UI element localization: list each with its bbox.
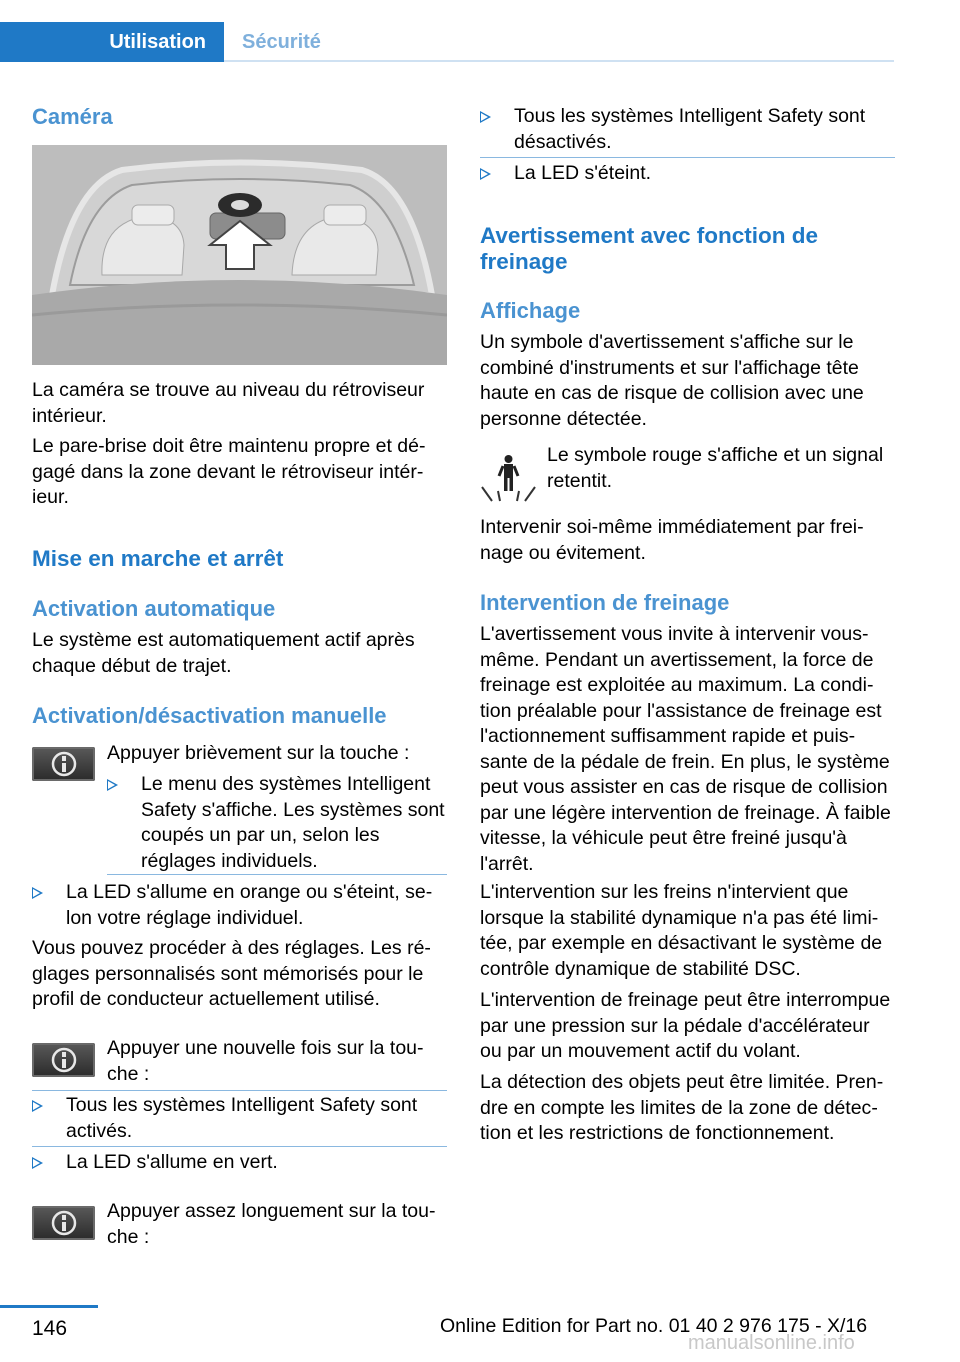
list-item: [480, 161, 895, 187]
list-item-text: La LED s'allume en orange ou s'éteint, selon votre réglage individuel.: [66, 881, 433, 929]
divider: [107, 874, 447, 875]
camera-photo: [32, 145, 447, 365]
list-item: [32, 1093, 447, 1144]
pedestrian-warning-icon: [480, 447, 537, 504]
divider: [32, 1146, 447, 1147]
safety-button-icon: [48, 750, 80, 778]
affichage-paragraph: Un symbole d'avertissement s'affiche sur le combiné d'instruments et sur l'affichage tête haute en cas de risque de collision avec une personne détectée.: [480, 331, 864, 430]
intervene-paragraph: Intervenir soi-même immédiatement par freinage ou évitement.: [480, 516, 864, 564]
triangle-bullet-icon: [107, 779, 118, 791]
tab-utilisation[interactable]: [0, 22, 224, 62]
triangle-bullet-icon: [32, 887, 43, 899]
brake-paragraph-3: L'intervention de freinage peut être interrompue par une pression sur la pédale d'accélérateur ou par un mouvement actif du volant.: [480, 989, 891, 1062]
list-item-text: Tous les systèmes Intelligent Safety sont activés.: [66, 1094, 418, 1142]
footer-accent-line: [0, 1305, 98, 1308]
divider: [32, 1090, 447, 1091]
camera-paragraph-1: La caméra se trouve au niveau du rétroviseur intérieur.: [32, 379, 425, 427]
symbol-paragraph: Le symbole rouge s'affiche et un signal retentit.: [547, 444, 884, 492]
divider: [480, 157, 895, 158]
mise-en-marche-heading: Mise en marche et arrêt: [32, 546, 284, 571]
activation-auto-paragraph: Le système est automatiquement actif après chaque début de trajet.: [32, 629, 415, 677]
activation-auto-heading: Activation automatique: [32, 596, 276, 621]
header-divider: [224, 60, 894, 62]
list-item-text: Tous les systèmes Intelligent Safety sont désactivés.: [514, 105, 866, 153]
tab-securite[interactable]: [224, 22, 334, 62]
list-item-text: La LED s'allume en vert.: [66, 1151, 278, 1173]
triangle-bullet-icon: [480, 168, 491, 180]
safety-button-icon: [48, 1209, 80, 1237]
triangle-bullet-icon: [32, 1100, 43, 1112]
press-long-text: Appuyer assez longuement sur la touche :: [107, 1200, 436, 1248]
safety-button-icon: [48, 1046, 80, 1074]
page-number: 146: [32, 1317, 68, 1340]
list-item-text: Le menu des systèmes Intelligent Safety s'affiche. Les systèmes sont coupés un par un, selon les réglages individuels.: [141, 773, 445, 872]
intervention-freinage-heading: Intervention de freinage: [480, 590, 730, 615]
warning-braking-heading: Avertissement avec fonction de freinage: [480, 223, 819, 274]
safety-button-image-3: [32, 1206, 95, 1240]
list-item: [107, 772, 447, 874]
settings-paragraph: Vous pouvez procéder à des réglages. Les réglages personnalisés sont mémorisés pour le profil de conducteur actuellement utilisé.: [32, 937, 431, 1010]
activation-manual-heading: Activation/désactivation manuelle: [32, 703, 387, 728]
brake-paragraph-1: L'avertissement vous invite à intervenir vous-même. Pendant un avertissement, la force de freinage est exploitée au maximum. La condition préalable pour l'assistance de freinage est l'actionnement suffisamment rapide et puissante de la pédale de frein. En plus, le système peut vous assister en cas de risque de collision par une légère intervention de freinage. À faible vitesse, la véhicule peut être freiné jusqu'à l'arrêt.: [480, 623, 891, 875]
press-short-text: Appuyer brièvement sur la touche :: [107, 742, 410, 764]
camera-paragraph-2: Le pare-brise doit être maintenu propre et dégagé dans la zone devant le rétroviseur intérieur.: [32, 435, 426, 508]
triangle-bullet-icon: [32, 1157, 43, 1169]
safety-button-image-1: [32, 747, 95, 781]
list-item: [32, 880, 447, 931]
press-again-text: Appuyer une nouvelle fois sur la touche :: [107, 1037, 424, 1085]
list-item: [32, 1150, 447, 1176]
edition-text: Online Edition for Part no. 01 40 2 976 175 - X/16: [440, 1315, 868, 1337]
list-item: [480, 104, 895, 155]
triangle-bullet-icon: [480, 111, 491, 123]
tab-securite-label: Sécurité: [242, 30, 321, 53]
camera-heading: Caméra: [32, 104, 113, 129]
list-item-text: La LED s'éteint.: [514, 162, 652, 184]
affichage-heading: Affichage: [480, 298, 581, 323]
watermark: manualsonline.info: [688, 1332, 855, 1354]
safety-button-image-2: [32, 1043, 95, 1077]
tab-utilisation-label: Utilisation: [109, 30, 206, 53]
brake-paragraph-2: L'intervention sur les freins n'intervient que lorsque la stabilité dynamique n'a pas été limitée, par exemple en désactivant le système de contrôle dynamique de stabilité DSC.: [480, 881, 883, 980]
brake-paragraph-4: La détection des objets peut être limitée. Prendre en compte les limites de la zone de détection et les restrictions de fonctionnement.: [480, 1071, 884, 1144]
